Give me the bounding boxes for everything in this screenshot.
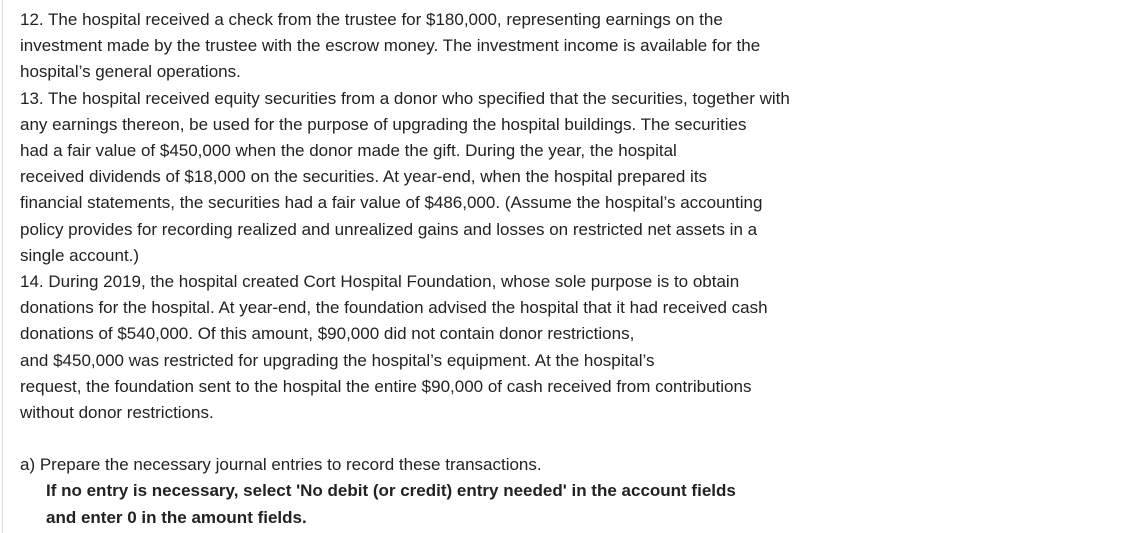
question-instruction — [20, 478, 880, 530]
item-13-line-1: 13. The hospital received equity securities from a donor who specified that the securities, together with — [20, 88, 790, 108]
item-14-line-6: without donor restrictions. — [20, 403, 214, 423]
item-14-line-3: donations of $540,000. Of this amount, $90,000 did not contain donor restrictions, — [20, 324, 635, 344]
question-prompt: a) Prepare the necessary journal entries to record these transactions. — [20, 455, 542, 475]
instruction-line-1: If no entry is necessary, select 'No debit (or credit) entry needed' in the account fields — [46, 481, 736, 501]
item-13-line-2: any earnings thereon, be used for the purpose of upgrading the hospital buildings. The securities — [20, 114, 747, 134]
item-14-line-2: donations for the hospital. At year-end, the foundation advised the hospital that it had received cash — [20, 298, 768, 318]
item-14-line-4: and $450,000 was restricted for upgrading the hospital’s equipment. At the hospital’s — [20, 350, 655, 370]
item-13-line-6: policy provides for recording realized and unrealized gains and losses on restricted net assets in a — [20, 219, 758, 239]
item-13-line-7: single account.) — [20, 245, 140, 265]
item-14-line-1: 14. During 2019, the hospital created Cort Hospital Foundation, whose sole purpose is to obtain — [20, 272, 740, 292]
problem-text — [20, 7, 880, 531]
instruction-line-2: and enter 0 in the amount fields. — [46, 507, 307, 527]
item-13-line-5: financial statements, the securities had a fair value of $486,000. (Assume the hospital’s accounting — [20, 193, 763, 213]
question-a — [20, 452, 880, 531]
item-12-line-3: hospital’s general operations. — [20, 62, 241, 82]
list-item-12 — [20, 7, 880, 86]
item-13-line-3: had a fair value of $450,000 when the donor made the gift. During the year, the hospital — [20, 141, 677, 161]
item-12-line-1: 12. The hospital received a check from the trustee for $180,000, representing earnings on the — [20, 10, 723, 29]
item-14-line-5: request, the foundation sent to the hospital the entire $90,000 of cash received from contributions — [20, 376, 752, 396]
list-item-13 — [20, 86, 880, 269]
left-border — [2, 0, 3, 533]
list-item-14 — [20, 269, 880, 426]
item-12-line-2: investment made by the trustee with the escrow money. The investment income is available for the — [20, 36, 761, 56]
item-13-line-4: received dividends of $18,000 on the securities. At year-end, when the hospital prepared its — [20, 167, 708, 187]
